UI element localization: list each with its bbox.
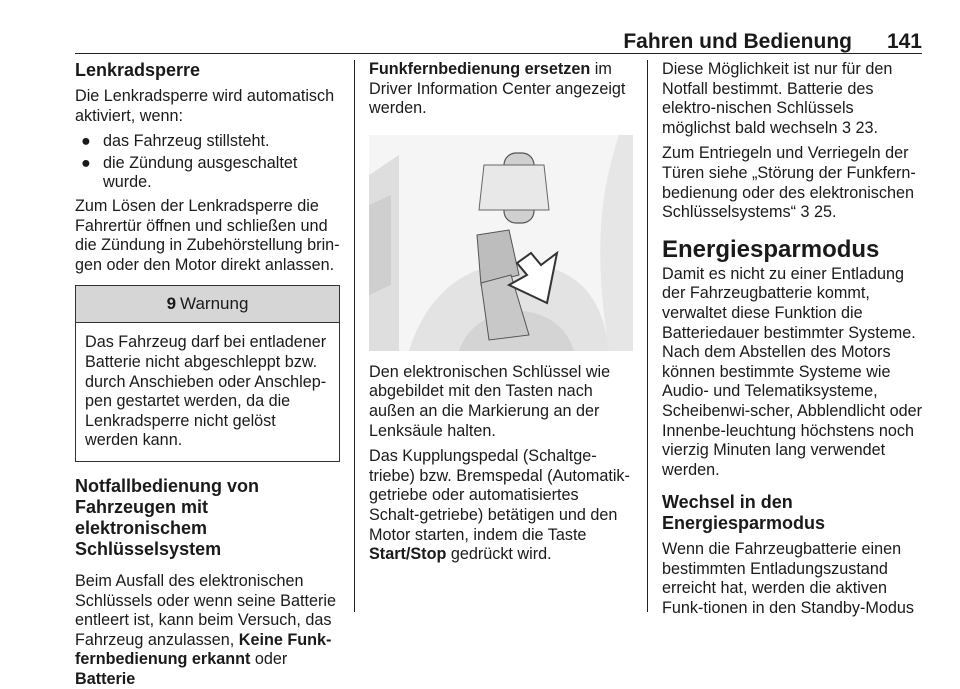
bullet-list [75,132,340,193]
list-item: ● das Fahrzeug stillsteht. [81,132,270,151]
paragraph: Diese Möglichkeit ist nur für den Notfall bestimmt. Batterie des elektro-nischen Schlüssels möglichst bald wechseln 3 23. [662,60,893,137]
page-number: 141 [886,30,922,53]
paragraph: Die Lenkradsperre wird automatisch aktiviert, wenn: [75,87,335,125]
heading-wechsel: Wechsel in den Energiesparmodus [662,492,826,534]
section-title: Fahren und Bedienung [623,30,852,53]
paragraph: Zum Entriegeln und Verriegeln der Türen siehe „Störung der Funkfern-bedienung oder des elektronischen Schlüsselsystems“ 3 25. [662,144,916,222]
column-2 [369,60,633,565]
bullet-icon: ● [81,132,91,151]
heading-notfallbedienung: Notfallbedienung von Fahrzeugen mit elektronischem Schlüsselsystem [75,475,259,559]
warning-text: Das Fahrzeug darf bei entladener Batterie nicht abgeschleppt bzw. durch Anschieben oder Anschlep-pen gestartet werden, da die Lenkradsperre nicht gelöst werden kann. [85,333,327,450]
heading-energiesparmodus: Energiesparmodus [662,235,880,263]
steering-column-key-illustration [369,135,633,351]
paragraph: Das Kupplungspedal (Schaltge-triebe) bzw. Bremspedal (Automatik-getriebe oder automatisiertes Schalt-getriebe) betätigen und den Motor starten, indem die Taste Start/Stop gedrückt wird. [369,447,630,564]
warning-box [75,285,340,462]
paragraph: Funkfernbedienung ersetzen im Driver Information Center angezeigt werden. [369,60,626,118]
paragraph: Beim Ausfall des elektronischen Schlüssels oder wenn seine Batterie entleert ist, kann beim Versuch, das Fahrzeug anzulassen, Keine Funk-fernbedienung erkannt oder Batterie [75,571,336,688]
paragraph: Den elektronischen Schlüssel wie abgebildet mit den Tasten nach außen an die Markierung an der Lenksäule halten. [369,362,611,440]
warning-header [76,286,339,323]
warning-title: Warnung [180,294,249,314]
paragraph: Wenn die Fahrzeugbatterie einen bestimmten Entladungszustand erreicht hat, werden die aktiven Funk-tionen in den Standby-Modus [662,540,914,618]
paragraph: Zum Lösen der Lenkradsperre die Fahrertür öffnen und schließen und die Zündung in Zubehörstellung brin-gen oder den Motor direkt anlassen. [75,196,340,274]
column-divider [647,60,648,612]
column-divider [354,60,355,612]
column-1 [75,60,340,689]
warning-icon: 9 [166,294,177,314]
bullet-icon: ● [81,153,91,172]
header-rule [75,53,922,54]
page-reference[interactable]: 3 25. [800,203,837,222]
page-header [0,30,960,54]
heading-lenkradsperre: Lenkradsperre [75,60,201,80]
page-reference[interactable]: 3 23. [841,118,878,137]
list-item: ● die Zündung ausgeschaltet wurde. [81,153,298,192]
column-3 [662,60,924,619]
paragraph: Damit es nicht zu einer Entladung der Fahrzeugbatterie kommt, verwaltet diese Funktion die Batteriedauer bestimmter Systeme. Nach dem Abstellen des Motors können bestimmte Systeme wie Audio- und Telematiksysteme, Scheibenwi-scher, Abblendlicht oder Innenbe-leuchtung höchstens noch vierzig Minuten lang verwendet werden. [662,264,923,479]
illustration-svg [369,135,633,351]
